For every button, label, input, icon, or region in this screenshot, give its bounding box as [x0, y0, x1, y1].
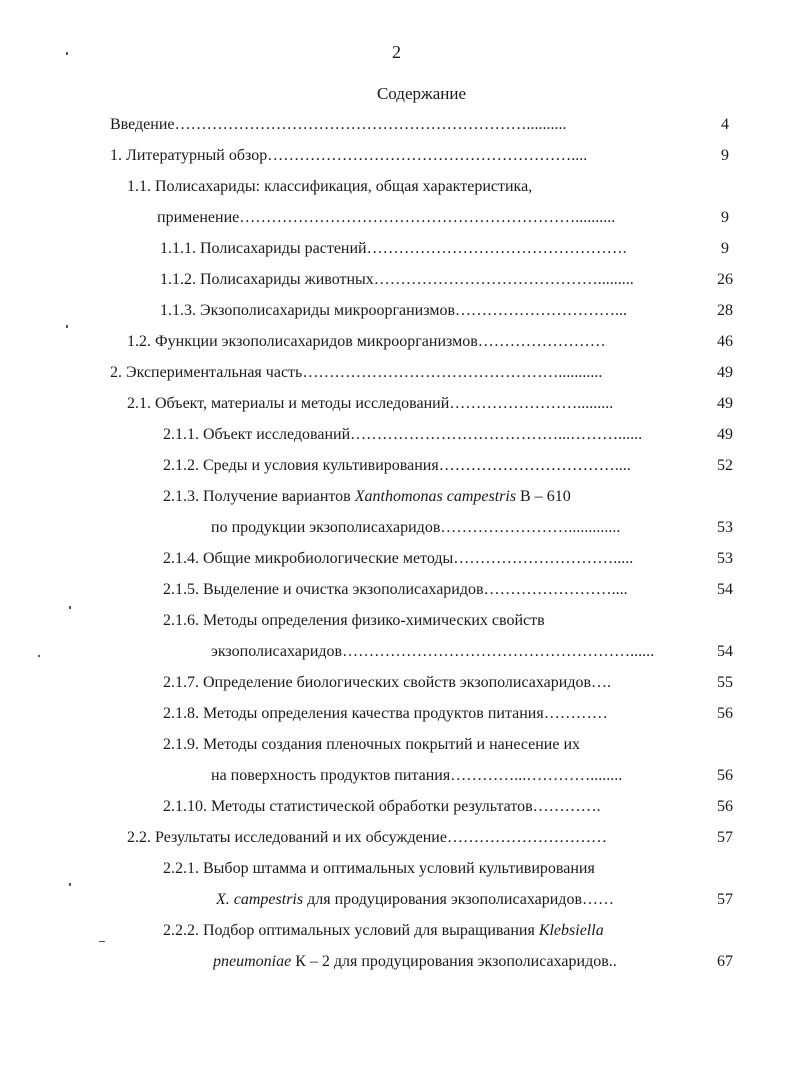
toc-entry-label: 2.1.9. Методы создания пленочных покрытий и нанесение их [163, 736, 581, 753]
toc-leader-dots: …… [582, 891, 614, 908]
scan-speck [99, 941, 105, 942]
toc-leader-dots: …. [591, 674, 612, 691]
toc-entry [0, 608, 793, 634]
toc-entry-label: 2.1.10. Методы статистической обработки результатов [163, 798, 533, 815]
toc-entry-label: применение [157, 209, 240, 226]
page-title: Содержание [376, 84, 467, 103]
toc-page-number: 4 [721, 116, 729, 133]
toc-entry [0, 112, 793, 138]
toc-entry-label: на поверхность продуктов питания [211, 767, 451, 784]
toc-leader-dots: ………………………………………………….... [267, 147, 588, 164]
toc-page-number: 53 [717, 550, 733, 567]
toc-entry-label: для продуцирования экзополисахаридов [303, 891, 582, 908]
toc-page-number: 52 [717, 457, 733, 474]
toc-entry [0, 391, 793, 417]
toc-entry-label: 2.2.2. Подбор оптимальных условий для выращивания [163, 922, 539, 939]
toc-entry-species: X. campestris [216, 891, 304, 908]
toc-page-number: 67 [717, 953, 733, 970]
toc-leader-dots: …………………………………………........... [302, 364, 603, 381]
toc-entry [0, 515, 793, 541]
toc-leader-dots: ………………………… [446, 829, 607, 846]
toc-entry-label-suffix: В – 610 [516, 488, 571, 505]
toc-leader-dots: ………………………………………………………….......... [174, 116, 567, 133]
toc-entry-species: Xanthomonas campestris [354, 488, 517, 505]
toc-entry-label: 2.1. Объект, материалы и методы исследований [127, 395, 450, 412]
scan-speck [38, 655, 40, 657]
scan-speck [66, 325, 68, 328]
toc-page-number: 56 [717, 705, 733, 722]
toc-leader-dots: …………………….... [483, 581, 628, 598]
toc-entry-label: 2.1.1. Объект исследований [163, 426, 351, 443]
toc-entry [0, 205, 793, 231]
toc-entry [0, 701, 793, 727]
toc-leader-dots: …………. [532, 798, 601, 815]
toc-leader-dots: …………………………..... [453, 550, 634, 567]
toc-entry [0, 453, 793, 479]
toc-entry-label: 2. Экспериментальная часть [110, 364, 303, 381]
toc-entry [0, 639, 793, 665]
toc-entry-label: 1. Литературный обзор [110, 147, 268, 164]
toc-leader-dots: …………………………………………. [366, 240, 627, 257]
toc-entry-label: 2.1.6. Методы определения физико-химических свойств [163, 612, 545, 629]
toc-entry [0, 949, 793, 975]
scan-speck [69, 606, 71, 609]
toc-entry-label: по продукции экзополисахаридов [211, 519, 441, 536]
toc-entry-label: 2.2.1. Выбор штамма и оптимальных условий культивирования [163, 860, 595, 877]
toc-entry [0, 484, 793, 510]
toc-entry [0, 236, 793, 262]
toc-entry [0, 670, 793, 696]
toc-entry [0, 887, 793, 913]
toc-leader-dots: …………………………………...………...... [350, 426, 643, 443]
toc-entry-label: Введение [110, 116, 175, 133]
toc-leader-dots: ……………………………………......... [373, 271, 634, 288]
toc-leader-dots: .. [608, 953, 617, 970]
scan-speck [69, 883, 71, 886]
toc-entry [0, 298, 793, 324]
toc-page-number: 56 [717, 767, 733, 784]
toc-page-number: 49 [717, 395, 733, 412]
toc-entry-label: 2.1.4. Общие микробиологические методы [163, 550, 454, 567]
toc-leader-dots: ………… [543, 705, 608, 722]
toc-page-number: 9 [721, 209, 729, 226]
toc-leader-dots: …………...…………........ [450, 767, 623, 784]
toc-entry-label: 2.1.8. Методы определения качества продуктов питания [163, 705, 544, 722]
toc-page-number: 46 [717, 333, 733, 350]
toc-page-number: 53 [717, 519, 733, 536]
toc-leader-dots: ……………………………………………………….......... [239, 209, 616, 226]
toc-entry [0, 174, 793, 200]
toc-entry-label: 1.2. Функции экзополисахаридов микроорганизмов [127, 333, 478, 350]
toc-entry-label: 2.1.3. Получение вариантов [163, 488, 355, 505]
toc-page-number: 28 [717, 302, 733, 319]
toc-leader-dots: …………………………... [455, 302, 628, 319]
toc-page-number: 57 [717, 891, 733, 908]
toc-page-number: 54 [717, 643, 733, 660]
toc-leader-dots: …………………… [477, 333, 606, 350]
page-number: 2 [392, 42, 401, 62]
scan-speck [66, 52, 68, 55]
toc-entry-label: 1.1.3. Экзополисахариды микроорганизмов [160, 302, 456, 319]
toc-page-number: 56 [717, 798, 733, 815]
toc-entry [0, 763, 793, 789]
toc-entry [0, 360, 793, 386]
toc-entry-label: 1.1. Полисахариды: классификация, общая характеристика, [127, 178, 533, 195]
toc-leader-dots: ……………………......... [449, 395, 614, 412]
toc-page-number: 57 [717, 829, 733, 846]
toc-entry-label: экзополисахаридов [211, 643, 343, 660]
toc-page-number: 55 [717, 674, 733, 691]
toc-entry [0, 329, 793, 355]
toc-entry [0, 794, 793, 820]
toc-entry [0, 422, 793, 448]
toc-entry-label: 2.1.2. Среды и условия культивирования [163, 457, 439, 474]
toc-entry-label: 2.1.7. Определение биологических свойств экзополисахаридов [163, 674, 592, 691]
toc-entry [0, 546, 793, 572]
toc-entry [0, 732, 793, 758]
toc-entry [0, 577, 793, 603]
toc-entry-label: 2.1.5. Выделение и очистка экзополисахаридов [163, 581, 484, 598]
toc-entry-label: 1.1.1. Полисахариды растений [160, 240, 367, 257]
toc-leader-dots: …………………………….... [438, 457, 631, 474]
toc-leader-dots: ……………………............. [440, 519, 621, 536]
toc-page-number: 9 [721, 240, 729, 257]
toc-entry-label: 2.2. Результаты исследований и их обсуждение [127, 829, 447, 846]
toc-entry-species: Klebsiella [538, 922, 604, 939]
toc-entry-species: pneumoniae [213, 953, 292, 970]
toc-entry-label: К – 2 для продуцирования экзополисахаридов [291, 953, 609, 970]
toc-entry [0, 143, 793, 169]
toc-leader-dots: ………………………………………………...... [342, 643, 655, 660]
toc-page-number: 26 [717, 271, 733, 288]
toc-page-number: 54 [717, 581, 733, 598]
toc-entry-label: 1.1.2. Полисахариды животных [160, 271, 374, 288]
toc-page-number: 9 [721, 147, 729, 164]
toc-entry [0, 918, 793, 944]
toc-entry [0, 825, 793, 851]
toc-entry [0, 267, 793, 293]
toc-page-number: 49 [717, 426, 733, 443]
toc-entry [0, 856, 793, 882]
toc-page-number: 49 [717, 364, 733, 381]
